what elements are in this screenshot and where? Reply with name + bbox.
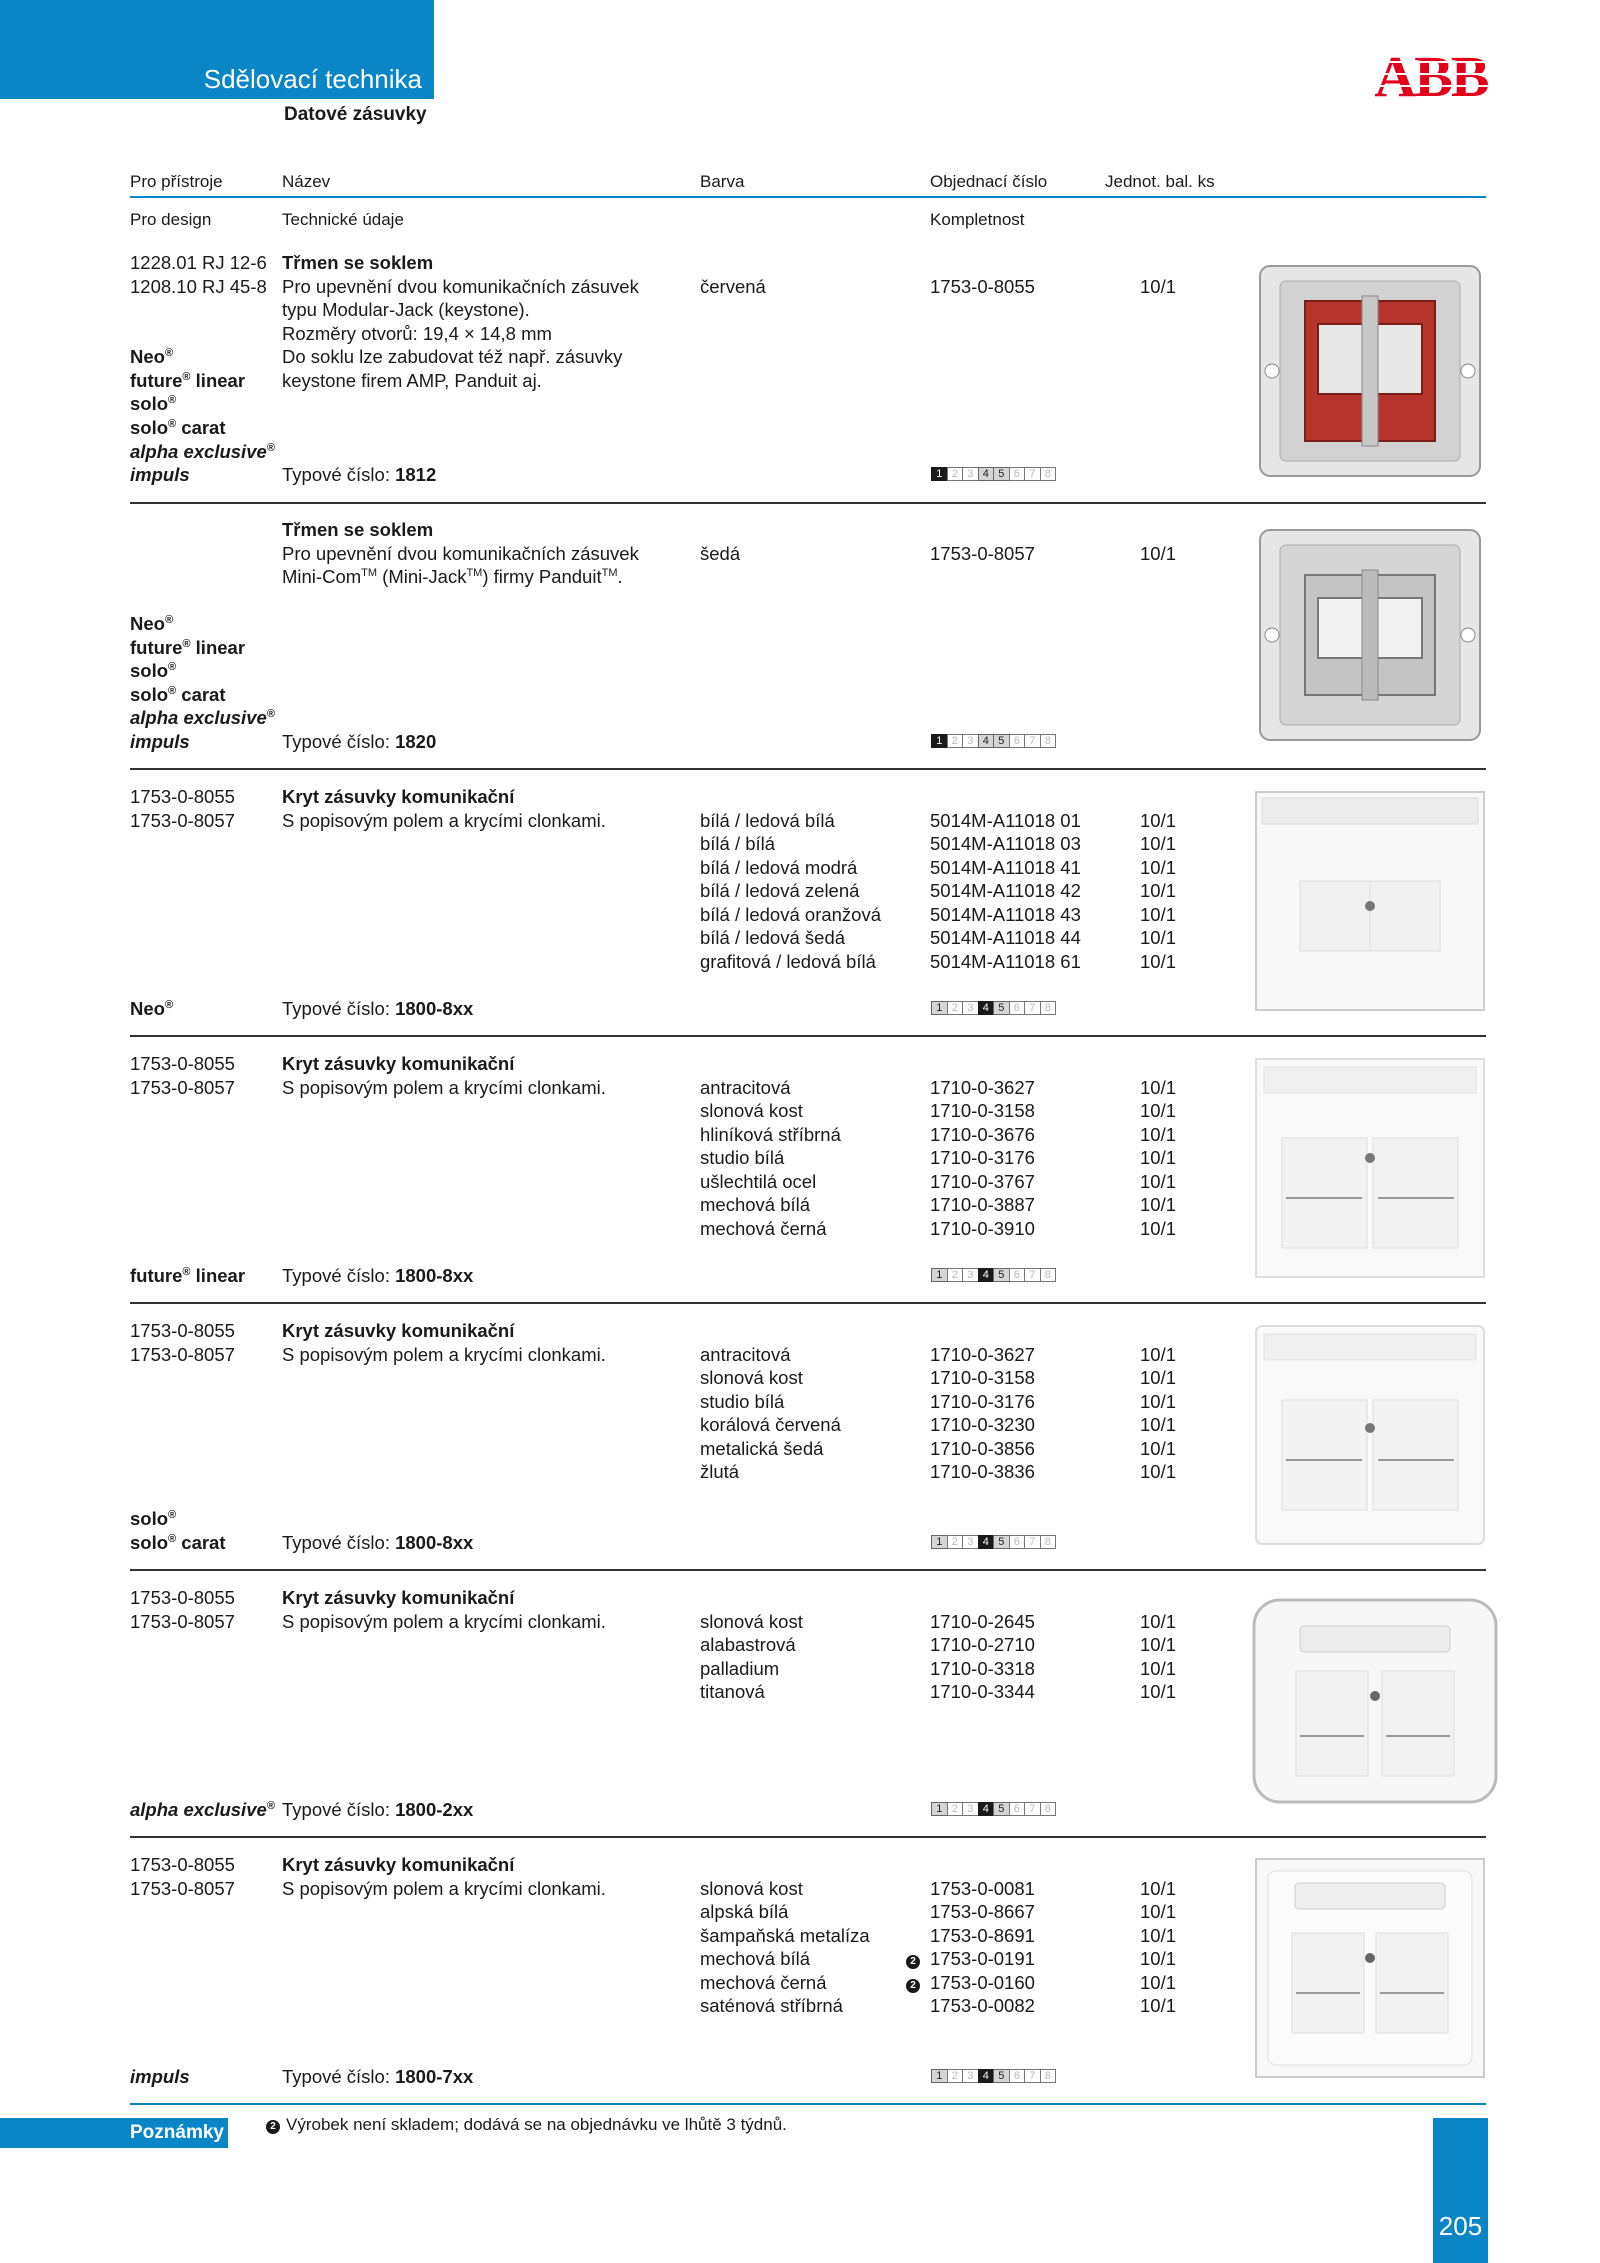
order-number: 1710-0-3767 bbox=[930, 1171, 1035, 1192]
order-number: 1753-0-0160 bbox=[930, 1972, 1035, 1993]
pack-size: 10/1 bbox=[1140, 1925, 1177, 1946]
col-pack: Jednot. bal. ks bbox=[1105, 172, 1215, 191]
order-number: 1753-0-0082 bbox=[930, 1995, 1035, 2016]
color-value: bílá / ledová bílá bbox=[700, 810, 835, 831]
product-title: Kryt zásuvky komunikační bbox=[282, 1854, 515, 1875]
color-value: korálová červená bbox=[700, 1414, 841, 1435]
pack-size: 10/1 bbox=[1140, 1147, 1177, 1168]
order-number: 1710-0-3676 bbox=[930, 1124, 1035, 1145]
device-ref: 1228.01 RJ 12-6 bbox=[130, 252, 267, 273]
design-name: alpha exclusive® bbox=[130, 441, 275, 462]
order-number: 5014M-A11018 43 bbox=[930, 904, 1081, 925]
color-value: saténová stříbrná bbox=[700, 1995, 843, 2016]
product-title: Kryt zásuvky komunikační bbox=[282, 786, 515, 807]
pack-size: 10/1 bbox=[1140, 1391, 1177, 1412]
order-number: 1710-0-2645 bbox=[930, 1611, 1035, 1632]
type-number: Typové číslo: 1800-8xx bbox=[282, 1265, 474, 1286]
design-name: alpha exclusive® bbox=[130, 1799, 275, 1820]
order-number: 1753-0-0081 bbox=[930, 1878, 1035, 1899]
not-in-stock-marker: 2 bbox=[906, 1971, 926, 1995]
pack-size: 10/1 bbox=[1140, 1124, 1177, 1145]
notes-label: Poznámky bbox=[130, 2122, 224, 2143]
section-divider bbox=[130, 1035, 1486, 1037]
color-value: bílá / ledová šedá bbox=[700, 927, 846, 948]
product-desc: Pro upevnění dvou komunikačních zásuvek bbox=[282, 276, 639, 297]
design-name: solo® carat bbox=[130, 684, 226, 705]
type-number: Typové číslo: 1800-8xx bbox=[282, 1532, 474, 1553]
color-value: hliníková stříbrná bbox=[700, 1124, 841, 1145]
product-image-bracket-grey bbox=[1250, 520, 1490, 750]
pack-size: 10/1 bbox=[1140, 1972, 1177, 1993]
page-number-tab bbox=[1433, 2118, 1488, 2263]
type-number: Typové číslo: 1812 bbox=[282, 464, 437, 485]
footnote-text: Výrobek není skladem; dodává se na objednávku ve lhůtě 3 týdnů. bbox=[286, 2115, 787, 2134]
not-in-stock-marker: 2 bbox=[266, 2120, 280, 2134]
col-name: Název bbox=[282, 172, 331, 191]
design-name: alpha exclusive® bbox=[130, 707, 275, 728]
color-value: grafitová / ledová bílá bbox=[700, 951, 876, 972]
order-number: 1710-0-3176 bbox=[930, 1391, 1035, 1412]
page-subtitle: Datové zásuvky bbox=[284, 104, 427, 125]
product-desc: S popisovým polem a krycími clonkami. bbox=[282, 1344, 606, 1365]
not-in-stock-marker: 2 bbox=[906, 1947, 926, 1971]
section-divider bbox=[130, 502, 1486, 504]
col-color: Barva bbox=[700, 172, 745, 191]
color-value: alpská bílá bbox=[700, 1901, 789, 1922]
color-value: alabastrová bbox=[700, 1634, 796, 1655]
product-desc: S popisovým polem a krycími clonkami. bbox=[282, 810, 606, 831]
color-value: mechová bílá bbox=[700, 1194, 811, 1215]
completeness-bar: 1 2 3 4 5 6 7 8 bbox=[931, 467, 1055, 481]
design-name: Neo® bbox=[130, 613, 174, 634]
pack-size: 10/1 bbox=[1140, 1438, 1177, 1459]
color-value: slonová kost bbox=[700, 1611, 803, 1632]
header-rule bbox=[130, 196, 1486, 198]
design-name: future® linear bbox=[130, 1265, 246, 1286]
type-number: Typové číslo: 1800-8xx bbox=[282, 998, 474, 1019]
col-completeness: Kompletnost bbox=[930, 210, 1025, 229]
order-number: 1710-0-3887 bbox=[930, 1194, 1035, 1215]
product-title: Kryt zásuvky komunikační bbox=[282, 1320, 515, 1341]
design-name: impuls bbox=[130, 731, 190, 752]
design-name: solo® carat bbox=[130, 417, 226, 438]
color-value: šampaňská metalíza bbox=[700, 1925, 870, 1946]
page-title: Sdělovací technika bbox=[203, 64, 422, 94]
design-name: impuls bbox=[130, 464, 190, 485]
order-number: 5014M-A11018 01 bbox=[930, 810, 1081, 831]
color-value: červená bbox=[700, 276, 766, 297]
order-number: 1710-0-3910 bbox=[930, 1218, 1035, 1239]
color-value: antracitová bbox=[700, 1344, 791, 1365]
order-number: 1753-0-8691 bbox=[930, 1925, 1035, 1946]
order-number: 1753-0-0191 bbox=[930, 1948, 1035, 1969]
color-value: mechová černá bbox=[700, 1972, 827, 1993]
completeness-bar: 1 2 3 4 5 6 7 8 bbox=[931, 1535, 1055, 1549]
color-value: studio bílá bbox=[700, 1391, 785, 1412]
order-number: 1710-0-3627 bbox=[930, 1344, 1035, 1365]
pack-size: 10/1 bbox=[1140, 1995, 1177, 2016]
notes-tab bbox=[0, 2118, 228, 2148]
completeness-bar: 1 2 3 4 5 6 7 8 bbox=[931, 734, 1055, 748]
product-desc: typu Modular-Jack (keystone). bbox=[282, 299, 530, 320]
order-number: 1710-0-2710 bbox=[930, 1634, 1035, 1655]
device-ref: 1753-0-8057 bbox=[130, 810, 235, 831]
order-number: 1753-0-8055 bbox=[930, 276, 1035, 297]
order-number: 1710-0-3344 bbox=[930, 1681, 1035, 1702]
pack-size: 10/1 bbox=[1140, 880, 1177, 901]
color-value: antracitová bbox=[700, 1077, 791, 1098]
pack-size: 10/1 bbox=[1140, 1194, 1177, 1215]
device-ref: 1753-0-8057 bbox=[130, 1878, 235, 1899]
pack-size: 10/1 bbox=[1140, 1414, 1177, 1435]
product-image-cover-impuls bbox=[1250, 1853, 1490, 2083]
design-name: Neo® bbox=[130, 998, 174, 1019]
pack-size: 10/1 bbox=[1140, 1461, 1177, 1482]
order-number: 1710-0-3318 bbox=[930, 1658, 1035, 1679]
color-value: žlutá bbox=[700, 1461, 740, 1482]
product-desc: Rozměry otvorů: 19,4 × 14,8 mm bbox=[282, 323, 552, 344]
product-title: Třmen se soklem bbox=[282, 252, 434, 273]
col-design: Pro design bbox=[130, 210, 212, 229]
pack-size: 10/1 bbox=[1140, 1077, 1177, 1098]
design-name: solo® bbox=[130, 393, 177, 414]
pack-size: 10/1 bbox=[1140, 1218, 1177, 1239]
order-number: 1753-0-8667 bbox=[930, 1901, 1035, 1922]
design-name: Neo® bbox=[130, 346, 174, 367]
product-title: Kryt zásuvky komunikační bbox=[282, 1053, 515, 1074]
completeness-bar: 1 2 3 4 5 6 7 8 bbox=[931, 1802, 1055, 1816]
product-desc: keystone firem AMP, Panduit aj. bbox=[282, 370, 542, 391]
product-title: Třmen se soklem bbox=[282, 519, 434, 540]
color-value: bílá / bílá bbox=[700, 833, 776, 854]
product-image-cover-neo bbox=[1250, 786, 1490, 1016]
color-value: slonová kost bbox=[700, 1367, 803, 1388]
order-number: 5014M-A11018 44 bbox=[930, 927, 1081, 948]
pack-size: 10/1 bbox=[1140, 543, 1177, 564]
color-value: studio bílá bbox=[700, 1147, 785, 1168]
device-ref: 1753-0-8055 bbox=[130, 1854, 235, 1875]
design-name: impuls bbox=[130, 2066, 190, 2087]
col-devices: Pro přístroje bbox=[130, 172, 223, 191]
design-name: future® linear bbox=[130, 637, 246, 658]
design-name: solo® bbox=[130, 660, 177, 681]
pack-size: 10/1 bbox=[1140, 1634, 1177, 1655]
pack-size: 10/1 bbox=[1140, 927, 1177, 948]
order-number: 1710-0-3856 bbox=[930, 1438, 1035, 1459]
design-name: future® linear bbox=[130, 370, 246, 391]
pack-size: 10/1 bbox=[1140, 1878, 1177, 1899]
order-number: 5014M-A11018 42 bbox=[930, 880, 1081, 901]
color-value: bílá / ledová modrá bbox=[700, 857, 858, 878]
design-name: solo® carat bbox=[130, 1532, 226, 1553]
completeness-bar: 1 2 3 4 5 6 7 8 bbox=[931, 1268, 1055, 1282]
order-number: 1710-0-3836 bbox=[930, 1461, 1035, 1482]
type-number: Typové číslo: 1820 bbox=[282, 731, 437, 752]
pack-size: 10/1 bbox=[1140, 951, 1177, 972]
color-value: titanová bbox=[700, 1681, 765, 1702]
color-value: mechová černá bbox=[700, 1218, 827, 1239]
device-ref: 1753-0-8055 bbox=[130, 1587, 235, 1608]
section-divider bbox=[130, 1569, 1486, 1571]
color-value: šedá bbox=[700, 543, 741, 564]
order-number: 5014M-A11018 61 bbox=[930, 951, 1081, 972]
color-value: slonová kost bbox=[700, 1100, 803, 1121]
pack-size: 10/1 bbox=[1140, 1100, 1177, 1121]
device-ref: 1753-0-8055 bbox=[130, 786, 235, 807]
col-tech: Technické údaje bbox=[282, 210, 404, 229]
order-number: 1753-0-8057 bbox=[930, 543, 1035, 564]
design-name: solo® bbox=[130, 1508, 177, 1529]
color-value: bílá / ledová zelená bbox=[700, 880, 860, 901]
product-desc: S popisovým polem a krycími clonkami. bbox=[282, 1611, 606, 1632]
pack-size: 10/1 bbox=[1140, 1658, 1177, 1679]
color-value: mechová bílá bbox=[700, 1948, 811, 1969]
device-ref: 1753-0-8057 bbox=[130, 1344, 235, 1365]
pack-size: 10/1 bbox=[1140, 1901, 1177, 1922]
pack-size: 10/1 bbox=[1140, 810, 1177, 831]
pack-size: 10/1 bbox=[1140, 1367, 1177, 1388]
section-divider bbox=[130, 1302, 1486, 1304]
completeness-bar: 1 2 3 4 5 6 7 8 bbox=[931, 2069, 1055, 2083]
order-number: 1710-0-3158 bbox=[930, 1367, 1035, 1388]
product-image-bracket-red bbox=[1250, 256, 1490, 486]
order-number: 5014M-A11018 41 bbox=[930, 857, 1081, 878]
type-number: Typové číslo: 1800-7xx bbox=[282, 2066, 474, 2087]
product-image-cover-alpha bbox=[1250, 1596, 1500, 1806]
section-divider bbox=[130, 768, 1486, 770]
pack-size: 10/1 bbox=[1140, 904, 1177, 925]
device-ref: 1753-0-8057 bbox=[130, 1077, 235, 1098]
abb-logo bbox=[1374, 50, 1488, 102]
pack-size: 10/1 bbox=[1140, 857, 1177, 878]
color-value: ušlechtilá ocel bbox=[700, 1171, 817, 1192]
product-desc: S popisovým polem a krycími clonkami. bbox=[282, 1878, 606, 1899]
product-desc: S popisovým polem a krycími clonkami. bbox=[282, 1077, 606, 1098]
type-number: Typové číslo: 1800-2xx bbox=[282, 1799, 474, 1820]
col-order: Objednací číslo bbox=[930, 172, 1048, 191]
section-divider bbox=[130, 1836, 1486, 1838]
color-value: metalická šedá bbox=[700, 1438, 824, 1459]
order-number: 5014M-A11018 03 bbox=[930, 833, 1081, 854]
pack-size: 10/1 bbox=[1140, 1344, 1177, 1365]
device-ref: 1208.10 RJ 45-8 bbox=[130, 276, 267, 297]
pack-size: 10/1 bbox=[1140, 833, 1177, 854]
header-bar bbox=[0, 0, 434, 99]
pack-size: 10/1 bbox=[1140, 1171, 1177, 1192]
completeness-bar: 1 2 3 4 5 6 7 8 bbox=[931, 1001, 1055, 1015]
pack-size: 10/1 bbox=[1140, 1948, 1177, 1969]
pack-size: 10/1 bbox=[1140, 276, 1177, 297]
footer-rule bbox=[130, 2103, 1486, 2105]
color-value: palladium bbox=[700, 1658, 780, 1679]
device-ref: 1753-0-8055 bbox=[130, 1053, 235, 1074]
pack-size: 10/1 bbox=[1140, 1681, 1177, 1702]
product-desc: Pro upevnění dvou komunikačních zásuvek bbox=[282, 543, 639, 564]
order-number: 1710-0-3627 bbox=[930, 1077, 1035, 1098]
order-number: 1710-0-3158 bbox=[930, 1100, 1035, 1121]
product-image-cover-solo bbox=[1250, 1320, 1490, 1550]
footnote bbox=[266, 2113, 787, 2137]
device-ref: 1753-0-8055 bbox=[130, 1320, 235, 1341]
product-title: Kryt zásuvky komunikační bbox=[282, 1587, 515, 1608]
product-desc: Mini-Com™ (Mini-Jack™) firmy Panduit™. bbox=[282, 566, 623, 587]
product-image-cover-future bbox=[1250, 1053, 1490, 1283]
product-desc: Do soklu lze zabudovat též např. zásuvky bbox=[282, 346, 623, 367]
color-value: slonová kost bbox=[700, 1878, 803, 1899]
pack-size: 10/1 bbox=[1140, 1611, 1177, 1632]
color-value: bílá / ledová oranžová bbox=[700, 904, 882, 925]
order-number: 1710-0-3176 bbox=[930, 1147, 1035, 1168]
device-ref: 1753-0-8057 bbox=[130, 1611, 235, 1632]
svg-text:ABB: ABB bbox=[1374, 50, 1488, 102]
order-number: 1710-0-3230 bbox=[930, 1414, 1035, 1435]
page-number: 205 bbox=[1438, 2211, 1483, 2242]
